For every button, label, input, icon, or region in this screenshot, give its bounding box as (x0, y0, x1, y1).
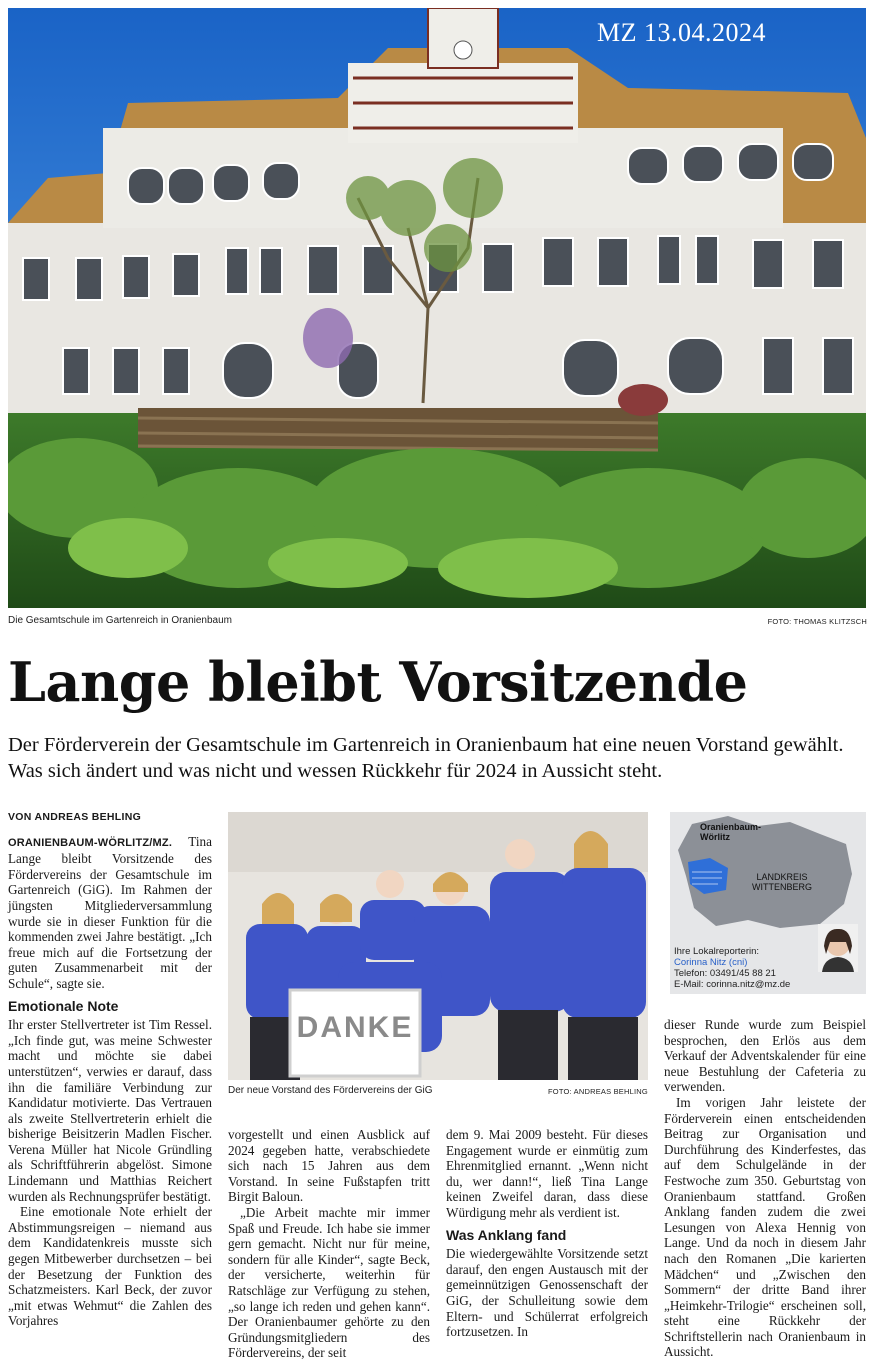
paragraph: „Die Arbeit machte mir immer Spaß und Freude. Ich habe sie immer gern gemacht. Nicht nur für meine, sondern für alle Kinder“, sagte Beck, der versicherte, weiterhin für Ratschläge zur Verfügung zu stehen, „so lange ich reden und gehen kann“. Der Oranienbaumer gehörte zu den Gründungsmitgliedern des Fördervereins, der seit (228, 1204, 430, 1361)
reporter-label: Ihre Lokalreporterin: (674, 946, 760, 957)
reporter-email[interactable]: E-Mail: corinna.nitz@mz.de (674, 979, 791, 990)
reporter-avatar (818, 924, 858, 972)
board-members-illustration (228, 812, 648, 1080)
byline: VON ANDREAS BEHLING (8, 811, 142, 823)
section-heading: Was Anklang fand (446, 1226, 567, 1243)
reporter-infobox (670, 812, 866, 994)
paragraph: dieser Runde wurde zum Beispiel besprochen, den Erlös aus dem Verkauf der Adventskalender für eine neue Bestuhlung der Cafeteria zu verwenden. (664, 1017, 866, 1095)
map-label-town: Oranienbaum-Wörlitz (700, 822, 762, 842)
headline: Lange bleibt Vorsitzende (8, 650, 748, 714)
group-photo-credit: FOTO: ANDREAS BEHLING (548, 1087, 648, 1096)
reporter-name: Corinna Nitz (cni) (674, 957, 748, 968)
school-building-illustration (8, 8, 866, 608)
article-column-1 (8, 810, 212, 1329)
paragraph: Im vorigen Jahr leistete der Förderverein einen entscheidenden Beitrag zur Organisation und Durchführung des Kinderfestes, das auf dem Schulgelände in der Festwoche zum 350. Geburtstag von Oranienbaum stattfand. Großen Anklang fanden zudem die zwei Lesungen von Alexa Hennig von Lange. Und da noch in diesem Jahr nach den Romanen „Die karierten Mädchen“ und „Zwischen den Sommern“ der dritte Band ihrer „Heimkehr-Trilogie“ erscheinen soll, steht eine Rückkehr der Schriftstellerin nach Oranienbaum in Aussicht. (664, 1094, 866, 1360)
paragraph: Ihr erster Stellvertreter ist Tim Ressel. „Ich finde gut, was meine Schwester macht und möchte sie dabei unterstützen“, verwies er darauf, dass ihn die familiäre Verbindung zur Kandidatur motivierte. Das Vertrauen als zweite Stellvertreterin erhielt die bisherige Beisitzerin Madlen Fischer. Verena Müller hat Nicole Gründling als Schriftführerin abgelöst. Simone Lindemann und Matthias Reichert wurden als Rechnungsprüfer bestätigt. (8, 1017, 212, 1204)
group-photo (228, 812, 648, 1080)
section-heading: Emotionale Note (8, 997, 119, 1014)
paragraph: Tina Lange bleibt Vorsitzende des Fördervereins der Gesamtschule im Gartenreich (GiG). Im Rahmen der jüngsten Mitgliederversammlung wurde sie in dieser Funktion für die kommenden zwei Jahre bestätigt. „Ich freue mich auf die Fortsetzung der guten Zusammenarbeit mit der Schule“, sagte sie. (8, 833, 212, 991)
date-stamp: MZ 13.04.2024 (597, 18, 766, 47)
group-photo-caption: Der neue Vorstand des Fördervereins der GiG (228, 1085, 433, 1096)
paragraph: Die wiedergewählte Vorsitzende setzt darauf, den engen Austausch mit der gemeinnützigen Genossenschaft der GiG, der Schulleitung sowie dem Eltern- und Schülerrat erfolgreich fortzusetzen. In (446, 1246, 648, 1340)
article-column-3 (446, 1127, 648, 1340)
hero-photo (8, 8, 866, 608)
danke-sign: DANKE (296, 1011, 414, 1044)
map-label-district: LANDKREIS WITTENBERG (752, 872, 812, 892)
paragraph: dem 9. Mai 2009 besteht. Für dieses Engagement wurde er einmütig zum Ehrenmitglied ernannt. „Wenn nicht du, wer dann!“, ließ Tina Lange keinen Zweifel daran, dass diese Würdigung mehr als verdient ist. (446, 1127, 648, 1220)
hero-caption: Die Gesamtschule im Gartenreich in Oranienbaum (8, 615, 232, 626)
dateline: ORANIENBAUM-WÖRLITZ/MZ. (8, 836, 173, 849)
reporter-phone: Telefon: 03491/45 88 21 (674, 968, 776, 979)
article-column-2 (228, 1127, 430, 1361)
article-column-4 (664, 1017, 866, 1360)
hero-credit: FOTO: THOMAS KLITZSCH (767, 617, 867, 626)
district-map (670, 812, 866, 932)
subheadline: Der Förderverein der Gesamtschule im Gartenreich in Oranienbaum hat eine neuen Vorstand gewählt. Was sich ändert und was nicht und wessen Rückkehr für 2024 in Aussicht steht. (8, 734, 844, 782)
paragraph: vorgestellt und einen Ausblick auf 2024 gegeben hatte, verabschiedete sich nach 15 Jahren aus dem Vorstand. In seine Fußstapfen tritt Birgit Baloun. (228, 1127, 430, 1205)
paragraph: Eine emotionale Note erhielt der Abstimmungsreigen – niemand aus dem Kandidatenkreis musste sich gegen Mitbewerber durchsetzen – bei der Besetzung der Funktion des Schatzmeisters. Karl Beck, der zuvor „mit etwas Wehmut“ die Zahlen des Vorjahres (8, 1204, 212, 1329)
